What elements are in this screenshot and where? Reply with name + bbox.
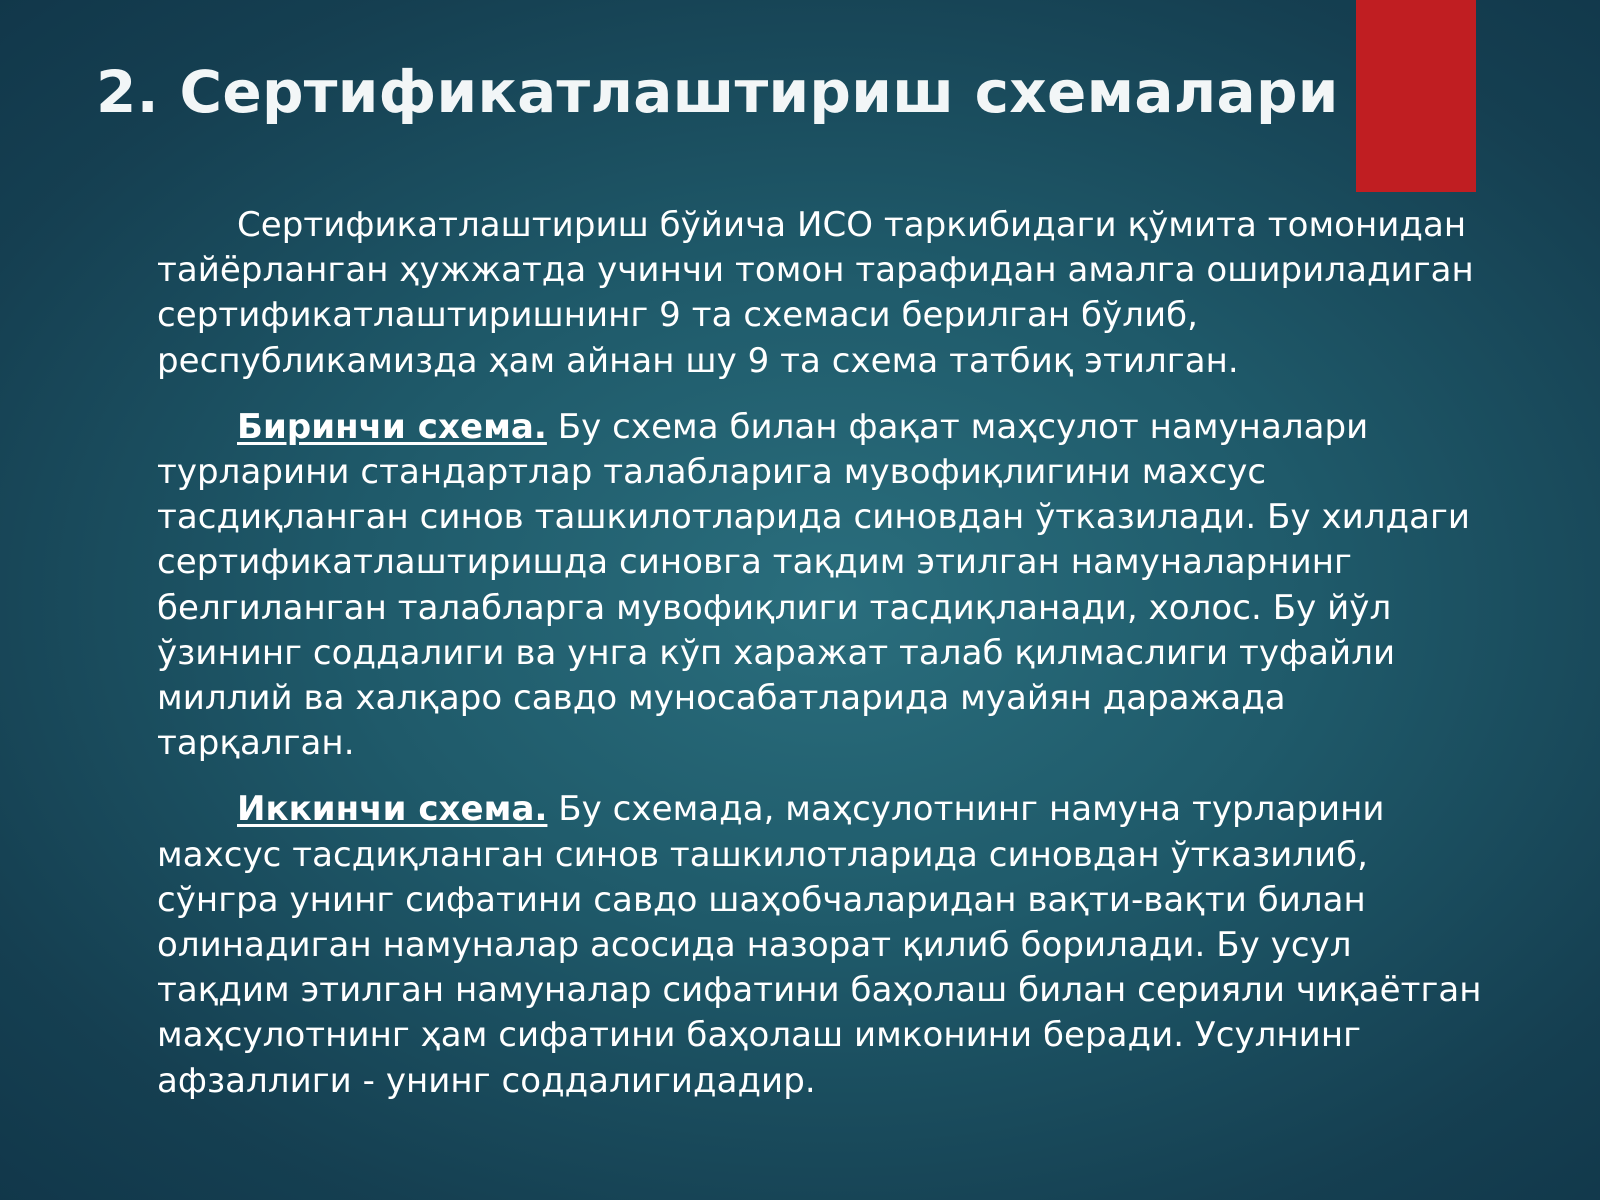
paragraph-text: Бу схемада, маҳсулотнинг намуна турларини махсус тасдиқланган синов ташкилотларида синовдан ўтказилиб, сўнгра унинг сифатини савдо шаҳобчаларидан вақти-вақти билан олинадиган намуналар асосида назорат қилиб борилади. Бу усул тақдим этилган намуналар сифатини баҳолаш билан серияли чиқаётган маҳсулотнинг ҳам сифатини баҳолаш имконини беради. Усулнинг афзаллиги - унинг соддалигидадир. bbox=[157, 789, 1482, 1101]
slide-body bbox=[157, 203, 1487, 1125]
slide-title: 2. Сертификатлаштириш схемалари bbox=[96, 58, 1339, 126]
scheme-1-heading: Биринчи схема. bbox=[237, 406, 547, 447]
scheme-2-heading: Иккинчи схема. bbox=[237, 789, 548, 830]
accent-bar bbox=[1356, 0, 1476, 192]
paragraph-scheme-2 bbox=[157, 787, 1487, 1103]
paragraph-text: Сертификатлаштириш бўйича ИСО таркибидаги қўмита томонидан тайёрланган ҳужжатда учинчи томон тарафидан амалга ошириладиган сертификатлаштиришнинг 9 та схемаси берилган бўлиб, республикамизда ҳам айнан шу 9 та схема татбиқ этилган. bbox=[157, 205, 1474, 381]
paragraph-scheme-1 bbox=[157, 405, 1487, 767]
paragraph-text: Бу схема билан фақат маҳсулот намуналари турларини стандартлар талабларига мувофиқлигини махсус тасдиқланган синов ташкилотларида синовдан ўтказилади. Бу хилдаги сертификатлаштиришда синовга тақдим этилган намуналарнинг белгиланган талабларга мувофиқлиги тасдиқланади, холос. Бу йўл ўзининг соддалиги ва унга кўп харажат талаб қилмаслиги туфайли миллий ва халқаро савдо муносабатларида муайян даражада тарқалган. bbox=[157, 406, 1471, 764]
paragraph-intro bbox=[157, 203, 1487, 384]
